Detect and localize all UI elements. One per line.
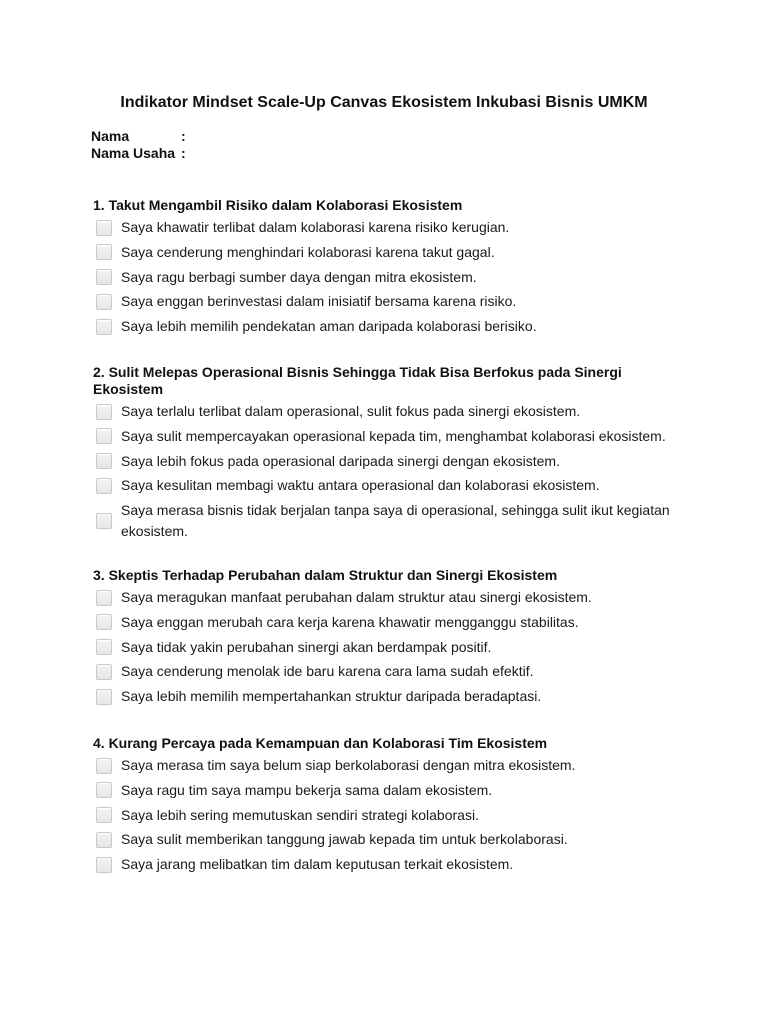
section-3 bbox=[93, 567, 673, 711]
section-4 bbox=[93, 735, 673, 879]
checkbox[interactable] bbox=[96, 782, 112, 798]
checkbox[interactable] bbox=[96, 807, 112, 823]
item-text: Saya enggan berinvestasi dalam inisiatif bersama karena risiko. bbox=[121, 293, 517, 310]
section-heading: 4. Kurang Percaya pada Kemampuan dan Kolaborasi Tim Ekosistem bbox=[93, 735, 548, 751]
checklist-item[interactable] bbox=[93, 475, 673, 496]
item-text: Saya lebih fokus pada operasional daripada sinergi dengan ekosistem. bbox=[121, 452, 560, 469]
checkbox[interactable] bbox=[96, 832, 112, 848]
item-text: Saya ragu tim saya mampu bekerja sama dalam ekosistem. bbox=[121, 781, 493, 798]
section-2 bbox=[93, 364, 673, 546]
checklist-item[interactable] bbox=[93, 267, 673, 288]
checkbox[interactable] bbox=[96, 453, 112, 469]
checkbox[interactable] bbox=[96, 590, 112, 606]
checkbox[interactable] bbox=[96, 428, 112, 444]
section-heading: 3. Skeptis Terhadap Perubahan dalam Struktur dan Sinergi Ekosistem bbox=[93, 567, 558, 583]
item-text: Saya merasa bisnis tidak berjalan tanpa saya di operasional, sehingga sulit ikut kegiatan ekosistem. bbox=[121, 502, 670, 540]
field-nama bbox=[91, 128, 191, 145]
checkbox[interactable] bbox=[96, 220, 112, 236]
field-label: Nama bbox=[91, 128, 130, 144]
field-nama-usaha bbox=[91, 145, 191, 162]
section-1 bbox=[93, 197, 673, 341]
item-text: Saya khawatir terlibat dalam kolaborasi karena risiko kerugian. bbox=[121, 219, 510, 235]
checklist-item[interactable] bbox=[93, 426, 673, 447]
item-text: Saya kesulitan membagi waktu antara operasional dan kolaborasi ekosistem. bbox=[121, 477, 600, 494]
checklist-item[interactable] bbox=[93, 451, 673, 472]
checkbox[interactable] bbox=[96, 244, 112, 260]
checkbox[interactable] bbox=[96, 614, 112, 630]
checklist-item[interactable] bbox=[93, 661, 673, 682]
checklist-item[interactable] bbox=[93, 217, 673, 238]
item-text: Saya cenderung menolak ide baru karena cara lama sudah efektif. bbox=[121, 663, 534, 680]
checklist-item[interactable] bbox=[93, 829, 673, 850]
checklist-item[interactable] bbox=[93, 612, 673, 633]
checkbox[interactable] bbox=[96, 664, 112, 680]
checklist-item[interactable] bbox=[93, 755, 673, 776]
checklist-item[interactable] bbox=[93, 686, 673, 707]
checklist-item[interactable] bbox=[93, 805, 673, 826]
checkbox[interactable] bbox=[96, 513, 112, 529]
checklist-item[interactable] bbox=[93, 242, 673, 263]
item-text: Saya enggan merubah cara kerja karena khawatir mengganggu stabilitas. bbox=[121, 613, 579, 630]
item-text: Saya sulit mempercayakan operasional kepada tim, menghambat kolaborasi ekosistem. bbox=[121, 427, 666, 444]
item-text: Saya sulit memberikan tanggung jawab kepada tim untuk berkolaborasi. bbox=[121, 831, 568, 848]
checklist-item[interactable] bbox=[93, 854, 673, 875]
checkbox[interactable] bbox=[96, 758, 112, 774]
item-text: Saya meragukan manfaat perubahan dalam struktur atau sinergi ekosistem. bbox=[121, 589, 592, 605]
checklist-item[interactable] bbox=[93, 500, 673, 542]
checklist-item[interactable] bbox=[93, 291, 673, 312]
checkbox[interactable] bbox=[96, 478, 112, 494]
field-colon: : bbox=[181, 128, 186, 144]
checklist-item[interactable] bbox=[93, 316, 673, 337]
checkbox[interactable] bbox=[96, 269, 112, 285]
section-heading: 2. Sulit Melepas Operasional Bisnis Sehingga Tidak Bisa Berfokus pada Sinergi Ekosistem bbox=[93, 364, 622, 397]
checklist-item[interactable] bbox=[93, 780, 673, 801]
checkbox[interactable] bbox=[96, 689, 112, 705]
identity-fields bbox=[91, 128, 191, 162]
checkbox[interactable] bbox=[96, 319, 112, 335]
item-text: Saya cenderung menghindari kolaborasi karena takut gagal. bbox=[121, 243, 495, 260]
item-text: Saya lebih memilih pendekatan aman daripada kolaborasi berisiko. bbox=[121, 318, 537, 335]
item-text: Saya merasa tim saya belum siap berkolaborasi dengan mitra ekosistem. bbox=[121, 757, 576, 773]
document-title: Indikator Mindset Scale-Up Canvas Ekosistem Inkubasi Bisnis UMKM bbox=[120, 94, 648, 111]
field-colon: : bbox=[181, 145, 186, 161]
checkbox[interactable] bbox=[96, 857, 112, 873]
checklist-item[interactable] bbox=[93, 637, 673, 658]
field-label: Nama Usaha bbox=[91, 145, 176, 161]
checkbox[interactable] bbox=[96, 294, 112, 310]
checkbox[interactable] bbox=[96, 404, 112, 420]
item-text: Saya tidak yakin perubahan sinergi akan berdampak positif. bbox=[121, 638, 492, 655]
item-text: Saya terlalu terlibat dalam operasional, sulit fokus pada sinergi ekosistem. bbox=[121, 403, 581, 419]
item-text: Saya jarang melibatkan tim dalam keputusan terkait ekosistem. bbox=[121, 856, 514, 873]
checkbox[interactable] bbox=[96, 639, 112, 655]
item-text: Saya lebih memilih mempertahankan struktur daripada beradaptasi. bbox=[121, 688, 542, 705]
checklist-item[interactable] bbox=[93, 401, 673, 422]
item-text: Saya ragu berbagi sumber daya dengan mitra ekosistem. bbox=[121, 268, 477, 285]
section-heading: 1. Takut Mengambil Risiko dalam Kolaborasi Ekosistem bbox=[93, 197, 463, 213]
checklist-item[interactable] bbox=[93, 587, 673, 608]
item-text: Saya lebih sering memutuskan sendiri strategi kolaborasi. bbox=[121, 806, 479, 823]
